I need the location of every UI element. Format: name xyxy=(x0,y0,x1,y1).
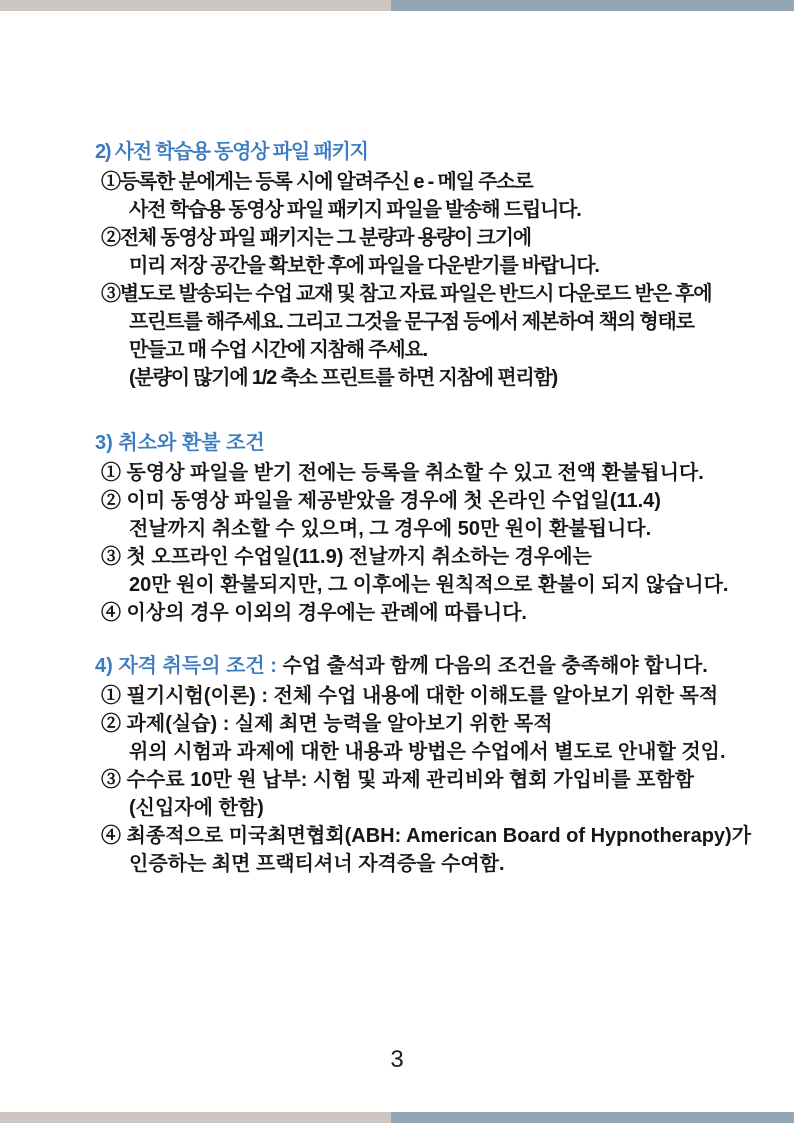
section-heading: 3) 취소와 환불 조건 xyxy=(95,432,265,454)
bottom-bar-left-segment xyxy=(0,1112,391,1123)
top-bar-right-segment xyxy=(391,0,794,11)
bottom-bar-right-segment xyxy=(391,1112,794,1123)
body-line: 사전 학습용 동영상 파일 패키지 파일을 발송해 드립니다. xyxy=(129,199,581,221)
section-heading-blue-part: 4) 자격 취득의 조건 : xyxy=(95,655,283,677)
body-line: (분량이 많기에 1/2 축소 프린트를 하면 지참에 편리함) xyxy=(129,367,558,389)
body-line: (신입자에 한함) xyxy=(129,797,264,819)
body-line: 미리 저장 공간을 확보한 후에 파일을 다운받기를 바랍니다. xyxy=(129,255,599,277)
section-heading xyxy=(95,652,760,680)
body-line: ①등록한 분에게는 등록 시에 알려주신 e - 메일 주소로 xyxy=(101,171,533,193)
bottom-decoration-bar xyxy=(0,1112,794,1123)
body-line: 전날까지 취소할 수 있으며, 그 경우에 50만 원이 환불됩니다. xyxy=(129,518,652,540)
top-decoration-bar xyxy=(0,0,794,11)
body-line: 20만 원이 환불되지만, 그 이후에는 원칙적으로 환불이 되지 않습니다. xyxy=(129,574,729,596)
body-line: ① 필기시험(이론) : 전체 수업 내용에 대한 이해도를 알아보기 위한 목적 xyxy=(101,685,719,707)
body-line: 위의 시험과 과제에 대한 내용과 방법은 수업에서 별도로 안내할 것임. xyxy=(129,741,726,763)
body-line: ③별도로 발송되는 수업 교재 및 참고 자료 파일은 반드시 다운로드 받은 후에 xyxy=(101,283,712,305)
body-line: ② 과제(실습) : 실제 최면 능력을 알아보기 위한 목적 xyxy=(101,713,553,735)
body-line: ③ 첫 오프라인 수업일(11.9) 전날까지 취소하는 경우에는 xyxy=(101,546,592,568)
section-heading: 2) 사전 학습용 동영상 파일 패키지 xyxy=(95,141,368,163)
top-bar-left-segment xyxy=(0,0,391,11)
body-line: ③ 수수료 10만 원 납부: 시험 및 과제 관리비와 협회 가입비를 포함함 xyxy=(101,769,695,791)
body-line: ② 이미 동영상 파일을 제공받았을 경우에 첫 온라인 수업일(11.4) xyxy=(101,490,661,512)
body-line: 인증하는 최면 프랙티셔너 자격증을 수여함. xyxy=(129,853,505,875)
page-number: 3 xyxy=(390,1046,404,1073)
section-certification-conditions xyxy=(95,652,760,878)
section-cancellation-refund xyxy=(95,429,760,627)
section-heading-rest-part: 수업 출석과 함께 다음의 조건을 충족해야 합니다. xyxy=(282,655,708,677)
body-line: ②전체 동영상 파일 패키지는 그 분량과 용량이 크기에 xyxy=(101,227,531,249)
body-line: 프린트를 해주세요. 그리고 그것을 문구점 등에서 제본하여 책의 형태로 xyxy=(129,311,694,333)
body-line: 만들고 매 수업 시간에 지참해 주세요. xyxy=(129,339,427,361)
document-content xyxy=(95,138,760,878)
body-line: ① 동영상 파일을 받기 전에는 등록을 취소할 수 있고 전액 환불됩니다. xyxy=(101,462,704,484)
body-line: ④ 이상의 경우 이외의 경우에는 관례에 따릅니다. xyxy=(101,602,527,624)
section-video-file-package xyxy=(95,138,760,392)
body-line: ④ 최종적으로 미국최면협회(ABH: American Board of Hypnotherapy)가 xyxy=(101,825,752,847)
